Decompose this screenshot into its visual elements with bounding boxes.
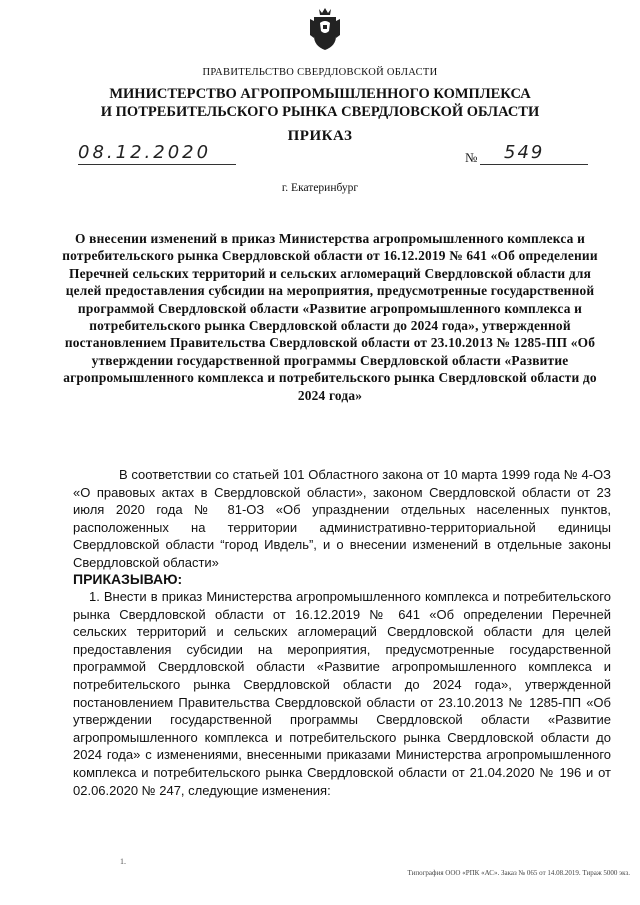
order-directive: ПРИКАЗЫВАЮ: bbox=[73, 571, 183, 587]
document-type: ПРИКАЗ bbox=[287, 128, 353, 144]
order-subject: О внесении изменений в приказ Министерства агропромышленного комплекса и потребительского рынка Свердловской области от 16.12.2019 № 641 «Об определении Перечней сельских территорий и сельских агломераций Свердловской области для целей предоставления субсидии на мероприятия, предусмотренные государственной программой Свердловской области «Развитие агропромышленного комплекса и потребительского рынка Свердловской области до 2024 года», утвержденной постановлением Правительства Свердловской области от 23.10.2013 № 1285-ПП «Об утверждении государственной программы Свердловской области «Развитие агропромышленного комплекса и потребительского рынка Свердловской области до 2024 года» bbox=[62, 231, 598, 403]
order-number-label: № bbox=[465, 150, 478, 165]
item-1-text: Внести в приказ Министерства агропромышленного комплекса и потребительского рынка Свердловской области от 16.12.2019 № 641 «Об определении Перечней сельских территорий и сельских агломераций Свердловской области для целей предоставления субсидии на мероприятия, предусмотренные государственной программой Свердловской области «Развитие агропромышленного комплекса и потребительского рынка Свердловской области до 2024 года», утвержденной постановлением Правительства Свердловской области от 23.10.2013 № 1285-ПП «Об утверждении государственной программы Свердловской области «Развитие агропромышленного комплекса и потребительского рынка Свердловской области до 2024 года» с изменениями, внесенными приказами Министерства агропромышленного комплекса и потребительского рынка Свердловской области от 21.04.2020 № 196 и от 02.06.2020 № 247, следующие изменения: bbox=[73, 589, 611, 798]
ministry-name bbox=[0, 85, 640, 121]
order-number: 549 bbox=[480, 142, 588, 165]
printer-imprint: Типография ООО «РПК «АС». Заказ № 065 от 14.08.2019. Тираж 5000 экз. bbox=[407, 869, 630, 877]
coat-of-arms-icon bbox=[308, 6, 342, 52]
page-marker: 1. bbox=[120, 857, 126, 866]
government-name: ПРАВИТЕЛЬСТВО СВЕРДЛОВСКОЙ ОБЛАСТИ bbox=[202, 67, 438, 78]
ministry-name-line-1: МИНИСТЕРСТВО АГРОПРОМЫШЛЕННОГО КОМПЛЕКСА bbox=[109, 86, 531, 102]
ministry-name-line-2: И ПОТРЕБИТЕЛЬСКОГО РЫНКА СВЕРДЛОВСКОЙ ОБЛАСТИ bbox=[100, 104, 540, 120]
order-date: 08.12.2020 bbox=[78, 142, 236, 165]
preamble-paragraph: В соответствии со статьей 101 Областного закона от 10 марта 1999 года № 4-ОЗ «О правовых актах в Свердловской области», законом Свердловской области от 23 июля 2020 года № 81-ОЗ «Об упразднении отдельных населенных пунктов, расположенных на территории административно-территориальной единицы Свердловской области “город Ивдель”, и о внесении изменений в отдельные законы Свердловской области» bbox=[73, 467, 611, 570]
item-1-paragraph bbox=[73, 588, 611, 799]
city: г. Екатеринбург bbox=[281, 182, 359, 194]
item-1-number: 1. bbox=[89, 589, 100, 604]
